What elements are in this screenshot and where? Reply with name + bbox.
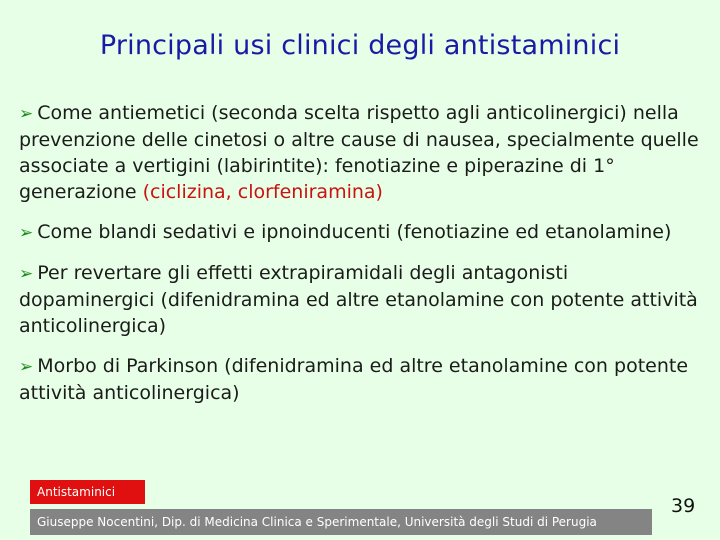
arrow-bullet-icon: ➢ — [19, 357, 34, 377]
bullet-item — [19, 100, 709, 205]
bullet-item — [19, 219, 709, 246]
bullet-text: Come antiemetici (seconda scelta rispetto agli anticolinergici) nella prevenzione delle cinetosi o altre cause di nausea, specialmente quelle associate a vertigini (labirintite): fenotiazine e piperazine di 1° generazione — [19, 102, 699, 203]
footer-credit: Giuseppe Nocentini, Dip. di Medicina Clinica e Sperimentale, Università degli Studi di Perugia — [30, 509, 652, 535]
slide-title: Principali usi clinici degli antistaminici — [99, 30, 621, 61]
arrow-bullet-icon: ➢ — [19, 223, 34, 243]
arrow-bullet-icon: ➢ — [19, 264, 34, 284]
section-tag: Antistaminici — [30, 480, 145, 504]
bullet-highlight: (ciclizina, clorfeniramina) — [142, 181, 383, 203]
page-number: 39 — [671, 495, 696, 517]
bullet-text: Morbo di Parkinson (difenidramina ed altre etanolamine con potente attività anticolinergica) — [19, 355, 689, 404]
bullet-item — [19, 260, 709, 339]
bullet-list — [19, 100, 709, 420]
bullet-text: Come blandi sedativi e ipnoinducenti (fenotiazine ed etanolamine) — [37, 221, 672, 243]
bullet-item — [19, 353, 709, 406]
arrow-bullet-icon: ➢ — [19, 104, 34, 124]
bullet-text: Per revertare gli effetti extrapiramidali degli antagonisti dopaminergici (difenidramina ed altre etanolamine con potente attività anticolinergica) — [19, 262, 698, 337]
